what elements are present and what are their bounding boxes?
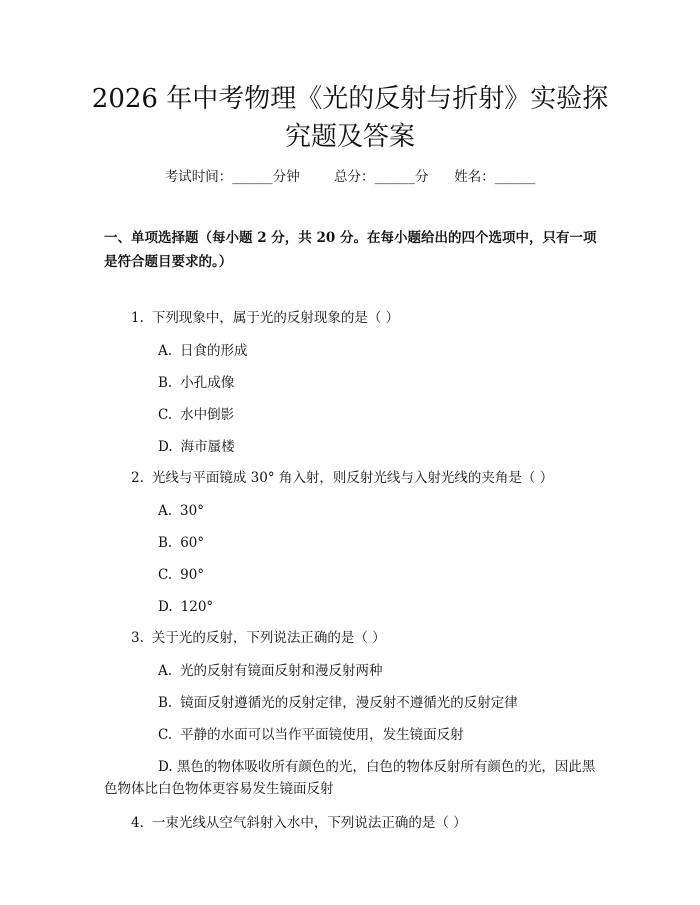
question-3-option-c — [158, 724, 598, 746]
question-stem: 一束光线从空气斜射入水中，下列说法正确的是（ ） — [151, 815, 467, 831]
question-2-option-a — [158, 500, 598, 522]
question-number: 2. — [131, 470, 144, 486]
exam-name: 姓名：______ — [454, 169, 536, 185]
option-key: D. — [158, 599, 173, 615]
option-text: 120° — [180, 599, 214, 615]
option-key: A. — [158, 503, 173, 519]
question-2-option-d — [158, 596, 598, 618]
option-text: 黑色的物体吸收所有颜色的光，白色的物体反射所有颜色的光，因此黑色物体比白色物体更容易发生镜面反射 — [104, 759, 596, 797]
question-stem: 下列现象中，属于光的反射现象的是（ ） — [151, 310, 400, 326]
option-text: 日食的形成 — [180, 343, 248, 359]
option-key: B. — [158, 535, 173, 551]
exam-meta — [0, 167, 700, 187]
option-text: 90° — [180, 567, 205, 583]
exam-total-score: 总分：______分 — [334, 169, 429, 185]
question-stem: 光线与平面镜成 30° 角入射，则反射光线与入射光线的夹角是（ ） — [151, 470, 554, 486]
section-heading: 一、单项选择题（每小题 2 分，共 20 分。在每小题给出的四个选项中，只有一项是符合题目要求的。） — [104, 230, 597, 270]
question-3-option-b — [158, 692, 598, 714]
question-1 — [131, 307, 601, 329]
question-2-option-c — [158, 564, 598, 586]
question-3-option-d — [104, 756, 600, 800]
question-1-option-a — [158, 340, 598, 362]
exam-time: 考试时间：______分钟 — [164, 169, 300, 185]
title-line-2: 究题及答案 — [284, 122, 415, 152]
option-key: B. — [158, 375, 173, 391]
question-1-option-c — [158, 404, 598, 426]
option-key: C. — [158, 407, 173, 423]
option-key: B. — [158, 695, 173, 711]
option-key: C. — [158, 567, 173, 583]
question-3-option-a — [158, 660, 598, 682]
question-number: 1. — [131, 310, 144, 326]
option-key: A. — [158, 343, 173, 359]
question-4 — [131, 812, 601, 834]
option-text: 镜面反射遵循光的反射定律，漫反射不遵循光的反射定律 — [180, 695, 518, 711]
option-text: 小孔成像 — [180, 375, 235, 391]
option-text: 光的反射有镜面反射和漫反射两种 — [180, 663, 383, 679]
title-line-1: 2026 年中考物理《光的反射与折射》实验探 — [91, 84, 609, 114]
question-1-option-b — [158, 372, 598, 394]
question-stem: 关于光的反射，下列说法正确的是（ ） — [151, 630, 386, 646]
option-key: D. — [158, 439, 173, 455]
question-1-option-d — [158, 436, 598, 458]
document-title — [90, 80, 610, 156]
option-key: A. — [158, 663, 173, 679]
question-2-option-b — [158, 532, 598, 554]
option-text: 30° — [180, 503, 204, 519]
question-number: 3. — [131, 630, 144, 646]
question-number: 4. — [131, 815, 144, 831]
option-text: 海市蜃楼 — [180, 439, 235, 455]
question-2 — [131, 467, 601, 489]
option-text: 平静的水面可以当作平面镜使用，发生镜面反射 — [180, 727, 464, 743]
question-3 — [131, 627, 601, 649]
option-text: 水中倒影 — [180, 407, 235, 423]
option-key: C. — [158, 727, 173, 743]
option-key: D. — [158, 759, 173, 775]
option-text: 60° — [180, 535, 205, 551]
